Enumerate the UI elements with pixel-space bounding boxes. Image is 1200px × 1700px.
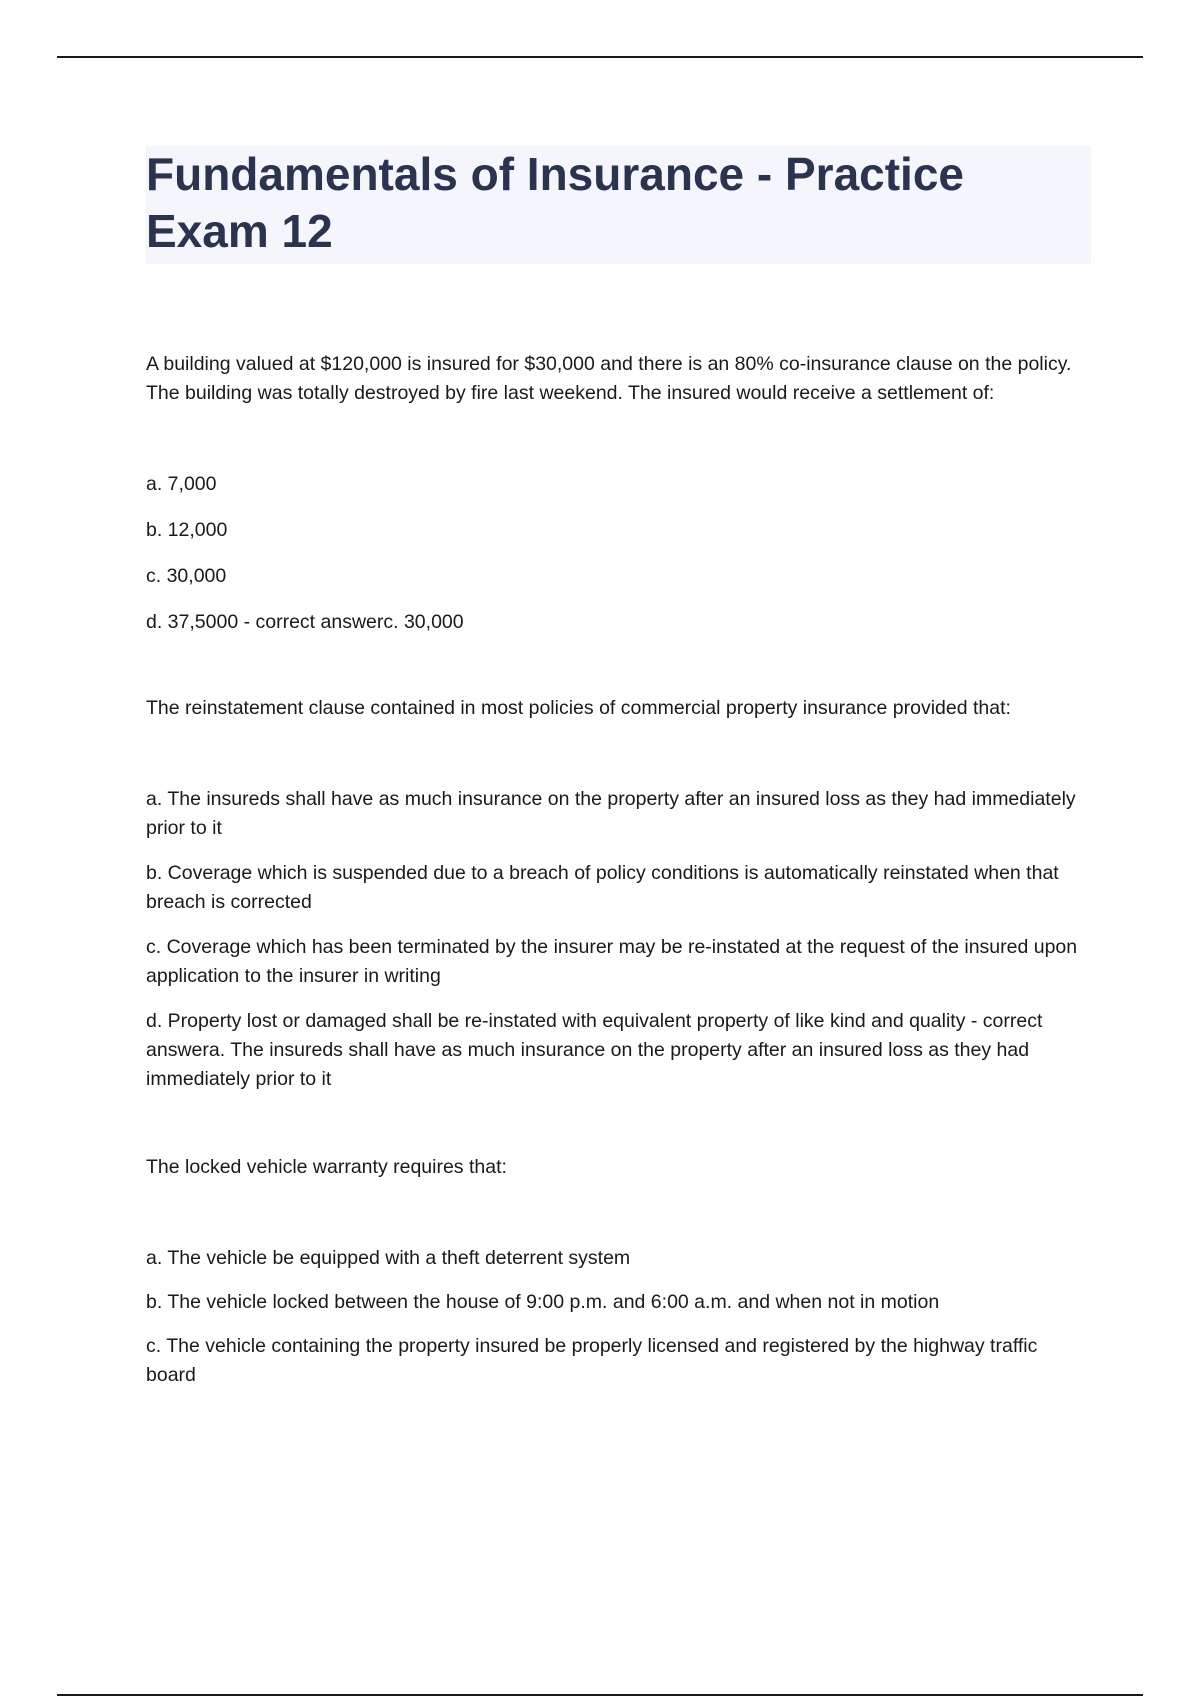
page-title: Fundamentals of Insurance - Practice Exam 12 <box>146 148 965 257</box>
question-3-option-b: b. The vehicle locked between the house of 9:00 p.m. and 6:00 a.m. and when not in motion <box>146 1291 940 1313</box>
question-1-option-d: d. 37,5000 - correct answerc. 30,000 <box>146 611 464 633</box>
question-3-option-c: c. The vehicle containing the property insured be properly licensed and registered by the highway traffic board <box>146 1335 1038 1386</box>
question-1-option-a: a. 7,000 <box>146 473 217 495</box>
title-box <box>146 146 1091 264</box>
question-1-option-c: c. 30,000 <box>146 565 227 587</box>
question-1-options <box>146 470 1091 637</box>
question-2-option-a: a. The insureds shall have as much insurance on the property after an insured loss as they had immediately prior to it <box>146 788 1076 839</box>
question-2-text: The reinstatement clause contained in most policies of commercial property insurance provided that: <box>146 697 1011 719</box>
document-body <box>146 146 1091 1405</box>
question-1-text: A building valued at $120,000 is insured for $30,000 and there is an 80% co-insurance clause on the policy. The building was totally destroyed by fire last weekend. The insured would receive a settlement of: <box>146 353 1072 404</box>
question-2-option-d: d. Property lost or damaged shall be re-instated with equivalent property of like kind and quality - correct answera. The insureds shall have as much insurance on the property after an insured loss as they had immediately prior to it <box>146 1010 1043 1090</box>
question-2-option-b: b. Coverage which is suspended due to a breach of policy conditions is automatically reinstated when that breach is corrected <box>146 862 1059 913</box>
question-2-option-c: c. Coverage which has been terminated by the insurer may be re-instated at the request of the insured upon application to the insurer in writing <box>146 936 1078 987</box>
question-3-option-a: a. The vehicle be equipped with a theft deterrent system <box>146 1247 631 1269</box>
question-2-options <box>146 785 1091 1094</box>
question-3-text: The locked vehicle warranty requires that: <box>146 1156 507 1178</box>
top-rule <box>57 56 1143 58</box>
question-1-option-b: b. 12,000 <box>146 519 228 541</box>
bottom-rule <box>57 1694 1143 1696</box>
question-3-options <box>146 1244 1091 1390</box>
